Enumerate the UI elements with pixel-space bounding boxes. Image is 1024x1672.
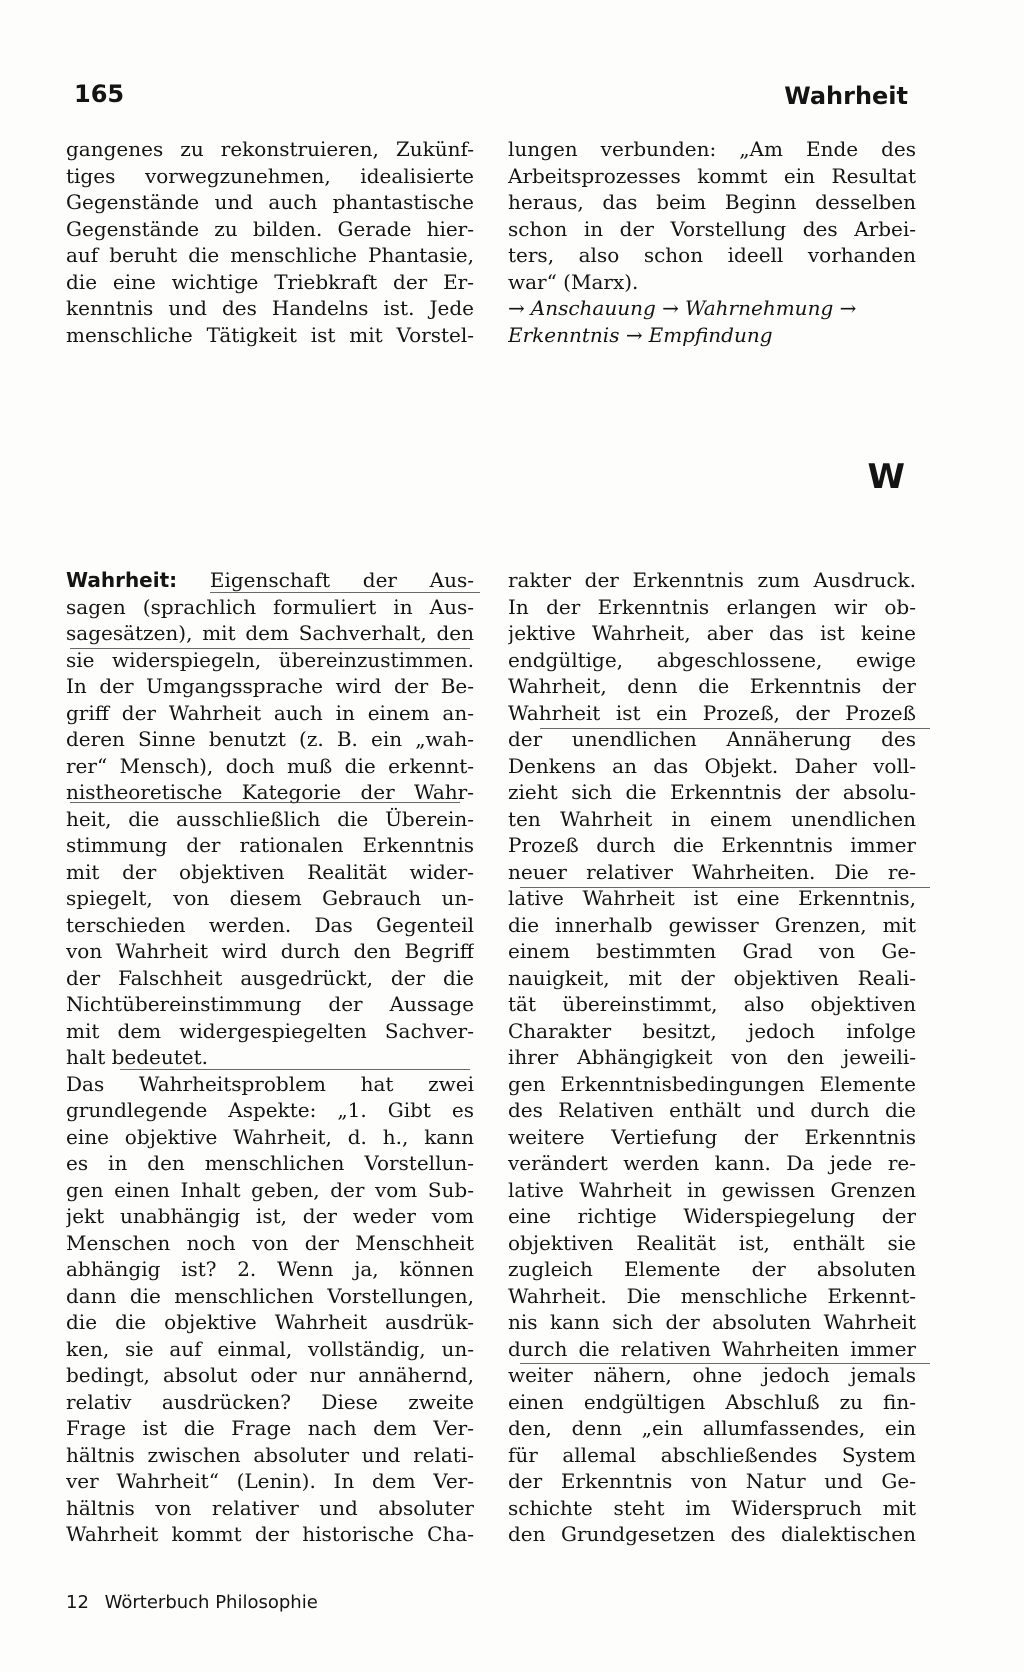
- text-line: sie widerspiegeln, übereinzustimmen.: [66, 647, 474, 672]
- text-line: die die objektive Wahrheit ausdrük-: [66, 1310, 474, 1334]
- text-line: Menschen noch von der Menschheit: [66, 1230, 474, 1255]
- text-line: tiges vorwegzunehmen, idealisierte: [66, 163, 474, 188]
- text-line: hältnis von relativer und absoluter: [66, 1495, 474, 1520]
- text-line: lative Wahrheit ist eine Erkenntnis,: [508, 886, 916, 910]
- entry-left-column: [66, 567, 474, 1548]
- text-line: durch die relativen Wahrheiten immer: [508, 1336, 916, 1361]
- text-line: terschieden werden. Das Gegenteil: [66, 912, 474, 937]
- text-line: bedingt, absolut oder nur annähernd,: [66, 1363, 474, 1387]
- top-right-column: [508, 136, 916, 348]
- text-line: nis kann sich der absoluten Wahrheit: [508, 1310, 916, 1334]
- footer-title: Wörterbuch Philosophie: [104, 1592, 318, 1613]
- text-line: zugleich Elemente der absoluten: [508, 1257, 916, 1281]
- arrow-icon: →: [662, 296, 679, 320]
- see-also-line: [508, 295, 916, 322]
- text-line: gen einen Inhalt geben, der vom Sub-: [66, 1177, 474, 1202]
- text-line: Wahrheit ist ein Prozeß, der Prozeß: [508, 700, 916, 725]
- text-line: Frage ist die Frage nach dem Ver-: [66, 1416, 474, 1440]
- text-line: kenntnis und des Handelns ist. Jede: [66, 296, 474, 320]
- text-line: menschliche Tätigkeit ist mit Vorstel-: [66, 322, 474, 347]
- text-line: In der Umgangssprache wird der Be-: [66, 674, 474, 698]
- text-line: ver Wahrheit“ (Lenin). In dem Ver-: [66, 1469, 474, 1493]
- text-line: sagesätzen), mit dem Sachverhalt, den: [66, 621, 474, 645]
- text-line: griff der Wahrheit auch in einem an-: [66, 700, 474, 725]
- see-also-term[interactable]: Anschauung: [530, 296, 656, 320]
- arrow-icon: →: [508, 296, 525, 320]
- text-line: ken, sie auf einmal, vollständig, un-: [66, 1336, 474, 1361]
- top-left-column: [66, 136, 474, 348]
- pencil-underline: [70, 802, 460, 803]
- text-line: Nichtübereinstimmung der Aussage: [66, 992, 474, 1016]
- text-line: Denkens an das Objekt. Daher voll-: [508, 753, 916, 778]
- pencil-underline: [540, 728, 930, 729]
- text-line: von Wahrheit wird durch den Begriff: [66, 939, 474, 963]
- text-line: nistheoretische Kategorie der Wahr-: [66, 780, 474, 804]
- text-line: Wahrheit kommt der historische Cha-: [66, 1522, 474, 1546]
- text-line: Gegenstände und auch phantastische: [66, 190, 474, 214]
- see-also-term[interactable]: Empfindung: [648, 322, 773, 347]
- footer: [66, 1592, 318, 1613]
- text-line: heraus, das beim Beginn desselben: [508, 190, 916, 214]
- running-head: Wahrheit: [784, 82, 908, 110]
- text-line: Das Wahrheitsproblem hat zwei: [66, 1071, 474, 1096]
- text-line: den, denn „ein allumfassendes, ein: [508, 1416, 916, 1440]
- text-line: endgültige, abgeschlossene, ewige: [508, 647, 916, 672]
- text-line: die innerhalb gewisser Grenzen, mit: [508, 912, 916, 937]
- see-also-references: [508, 295, 916, 348]
- text-line: Arbeitsprozesses kommt ein Resultat: [508, 163, 916, 188]
- text-line: stimmung der rationalen Erkenntnis: [66, 833, 474, 857]
- text-line: objektiven Realität ist, enthält sie: [508, 1230, 916, 1255]
- text-line: grundlegende Aspekte: „1. Gibt es: [66, 1098, 474, 1122]
- text-line: jekt unabhängig ist, der weder vom: [66, 1204, 474, 1228]
- text-line: die eine wichtige Triebkraft der Er-: [66, 269, 474, 294]
- text-line: gangenes zu rekonstruieren, Zukünf-: [66, 137, 474, 161]
- arrow-icon: →: [625, 322, 643, 347]
- entry-first-line-rest: Eigenschaft der Aus-: [177, 568, 474, 592]
- text-line: Wahrheit, denn die Erkenntnis der: [508, 674, 916, 698]
- text-line: Charakter besitzt, jedoch infolge: [508, 1018, 916, 1043]
- pencil-underline: [120, 1069, 470, 1070]
- text-line: zieht sich die Erkenntnis der absolu-: [508, 780, 916, 804]
- text-line: ters, also schon ideell vorhanden: [508, 243, 916, 267]
- text-line: mit der objektiven Realität wider-: [66, 859, 474, 884]
- arrow-icon: →: [839, 296, 857, 320]
- footer-sheet-number: 12: [66, 1592, 89, 1613]
- text-line: gen Erkenntnisbedingungen Elemente: [508, 1071, 916, 1096]
- text-line: war“ (Marx).: [508, 269, 639, 294]
- text-line: ihrer Abhängigkeit von den jeweili-: [508, 1045, 916, 1069]
- page-number: 165: [74, 80, 125, 108]
- headword: Wahrheit:: [66, 568, 178, 592]
- pencil-underline: [210, 592, 480, 593]
- text-line: der unendlichen Annäherung des: [508, 727, 916, 751]
- text-line: des Relativen enthält und durch die: [508, 1098, 916, 1122]
- see-also-term[interactable]: Erkenntnis: [508, 322, 620, 347]
- text-line: rakter der Erkenntnis zum Ausdruck.: [508, 568, 916, 592]
- text-line: eine richtige Widerspiegelung der: [508, 1204, 916, 1228]
- text-line: In der Erkenntnis erlangen wir ob-: [508, 594, 916, 619]
- text-line: weiter nähern, ohne jedoch jemals: [508, 1363, 916, 1387]
- pencil-underline: [520, 887, 930, 888]
- text-line: Gegenstände zu bilden. Gerade hier-: [66, 216, 474, 241]
- text-line: heit, die ausschließlich die Überein-: [66, 806, 474, 831]
- text-line: spiegelt, von diesem Gebrauch un-: [66, 886, 474, 910]
- text-line: verändert werden kann. Da jede re-: [508, 1151, 916, 1175]
- text-line: auf beruht die menschliche Phantasie,: [66, 243, 474, 267]
- text-line: lative Wahrheit in gewissen Grenzen: [508, 1177, 916, 1202]
- text-line: mit dem widergespiegelten Sachver-: [66, 1018, 474, 1043]
- text-line: sagen (sprachlich formuliert in Aus-: [66, 594, 474, 619]
- text-line: lungen verbunden: „Am Ende des: [508, 137, 916, 161]
- text-line: einen endgültigen Abschluß zu fin-: [508, 1389, 916, 1414]
- text-line: neuer relativer Wahrheiten. Die re-: [508, 859, 916, 884]
- text-line: schon in der Vorstellung des Arbei-: [508, 216, 916, 241]
- text-line: deren Sinne benutzt (z. B. ein „wah-: [66, 727, 474, 751]
- text-line: eine objektive Wahrheit, d. h., kann: [66, 1124, 474, 1149]
- text-line: der Erkenntnis von Natur und Ge-: [508, 1469, 916, 1493]
- text-line: Prozeß durch die Erkenntnis immer: [508, 833, 916, 857]
- text-line: rer“ Mensch), doch muß die erkennt-: [66, 753, 474, 778]
- text-line: für allemal abschließendes System: [508, 1442, 916, 1467]
- text-line: ten Wahrheit in einem unendlichen: [508, 806, 916, 831]
- section-letter: W: [867, 457, 906, 497]
- text-line: abhängig ist? 2. Wenn ja, können: [66, 1257, 474, 1281]
- text-line: dann die menschlichen Vorstellungen,: [66, 1283, 474, 1308]
- text-line: hältnis zwischen absoluter und relati-: [66, 1442, 474, 1467]
- text-line: es in den menschlichen Vorstellun-: [66, 1151, 474, 1175]
- pencil-underline: [70, 648, 470, 649]
- text-line: tät übereinstimmt, also objektiven: [508, 992, 916, 1016]
- text-line: der Falschheit ausgedrückt, der die: [66, 965, 474, 990]
- text-line: nauigkeit, mit der objektiven Reali-: [508, 965, 916, 990]
- entry-first-line: [66, 567, 474, 594]
- text-line: den Grundgesetzen des dialektischen: [508, 1522, 916, 1546]
- text-line: schichte steht im Widerspruch mit: [508, 1495, 916, 1520]
- text-line: relativ ausdrücken? Diese zweite: [66, 1389, 474, 1414]
- entry-right-column: [508, 567, 916, 1548]
- text-line: weitere Vertiefung der Erkenntnis: [508, 1124, 916, 1149]
- text-line: jektive Wahrheit, aber das ist keine: [508, 621, 916, 645]
- pencil-underline: [520, 1363, 930, 1364]
- see-also-line: [508, 322, 916, 349]
- text-line: halt bedeutet.: [66, 1045, 209, 1069]
- see-also-term[interactable]: Wahrnehmung: [684, 296, 834, 320]
- text-line: einem bestimmten Grad von Ge-: [508, 939, 916, 963]
- text-line: Wahrheit. Die menschliche Erkennt-: [508, 1283, 916, 1308]
